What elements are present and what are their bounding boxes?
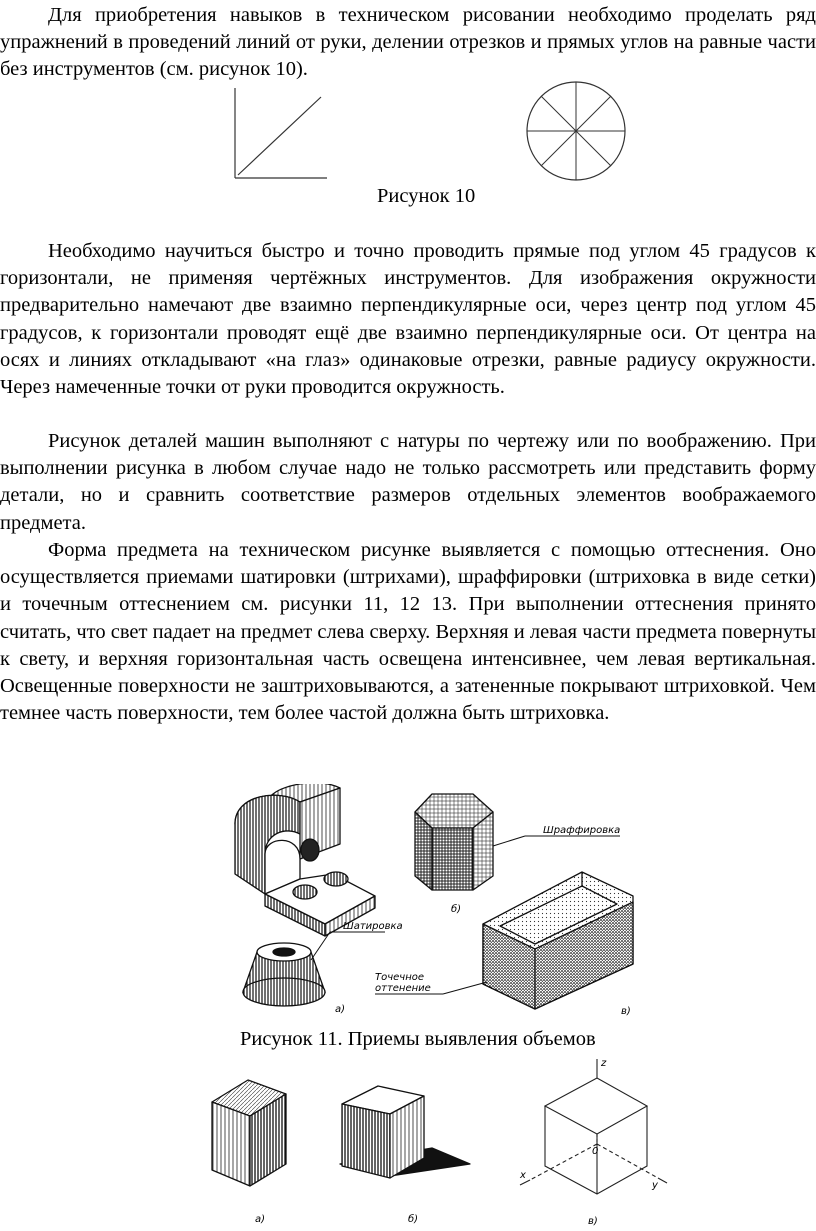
label-a-fig12: а)	[255, 1214, 266, 1225]
axis-z-label: z	[601, 1058, 607, 1069]
figure10-circle-drawing	[521, 80, 631, 184]
figure10-caption: Рисунок 10	[377, 185, 476, 207]
label-b-fig12: б)	[408, 1214, 419, 1225]
figure11-illustration	[225, 784, 645, 1022]
axis-y-label: y	[652, 1180, 658, 1191]
intro-paragraph: Для приобретения навыков в техническом рисовании необходимо проделать ряд упражнений в проведений линий от руки, делении отрезков и прямых углов на равные части без инструментов (см. рисунок 10).	[0, 4, 816, 81]
label-v-fig11: в)	[621, 1006, 631, 1017]
axis-origin-label: 0	[592, 1146, 599, 1157]
label-a-fig11: а)	[335, 1004, 346, 1015]
label-shatirovka: Шатировка	[343, 921, 403, 932]
figure11-caption: Рисунок 11. Приемы выявления объемов	[240, 1028, 596, 1050]
paragraph-machine-details: Рисунок деталей машин выполняют с натуры по чертежу или по воображению. При выполнении рисунка в любом случае надо не только рассмотреть или представить форму детали, но и сравнить соответствие размеров отдельных элементов воображаемого предмета.	[0, 430, 816, 534]
paragraph-shading: Форма предмета на техническом рисунке выявляется с помощью оттеснения. Оно осуществляется приемами шатировки (штрихами), шраффировки (штриховка в виде сетки) и точечным оттеснением см. рисунки 11, 12 13. При выполнении оттеснения принято считать, что свет падает на предмет слева сверху. Верхняя и левая части предмета повернуты к свету, и верхняя горизонтальная часть освещена интенсивнее, чем левая вертикальная. Освещенные поверхности не заштриховываются, а затененные покрывают штриховкой. Чем темнее часть поверхности, тем более частой должна быть штриховка.	[0, 539, 816, 725]
axis-x-label: x	[520, 1170, 526, 1181]
figure12-illustration	[200, 1054, 670, 1231]
label-dot-line1: Точечное	[375, 972, 425, 983]
label-shraffirovka: Шраффировка	[543, 825, 621, 836]
label-v-fig12: в)	[588, 1216, 598, 1227]
paragraph-45-degrees: Необходимо научиться быстро и точно проводить прямые под углом 45 градусов к горизонтали, не применяя чертёжных инструментов. Для изображения окружности предварительно намечают две взаимно перпендикулярные оси, через центр под углом 45 градусов, к горизонтали проводят ещё две взаимно перпендикулярные оси. От центра на осях и линиях откладывают «на глаз» одинаковые отрезки, равные радиусу окружности. Через намеченные точки от руки проводится окружность.	[0, 240, 816, 399]
figure10-angle-drawing	[225, 86, 335, 182]
label-b-fig11: б)	[451, 904, 462, 915]
label-dot-line2: оттенение	[375, 983, 431, 994]
